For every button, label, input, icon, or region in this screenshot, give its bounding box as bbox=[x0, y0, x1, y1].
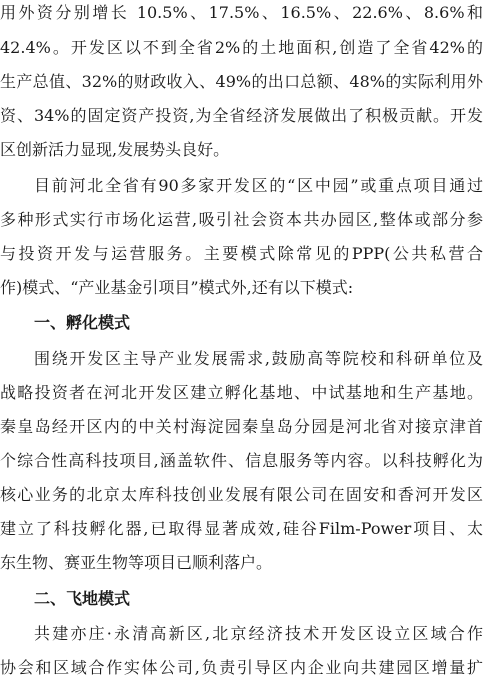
paragraph-2-line-1: 目前河北全省有90多家开发区的“区中园”或重点项目通过 bbox=[34, 176, 483, 195]
paragraph-3-line-4: 个综合性高科技项目,涵盖软件、信息服务等内容。以科技孵化为 bbox=[0, 451, 483, 470]
section-heading-enclave: 二、飞地模式 bbox=[34, 589, 131, 608]
paragraph-3-line-6: 建立了科技孵化器,已取得显著成效,硅谷Film-Power项目、太 bbox=[0, 519, 483, 538]
paragraph-1-line-5: 区创新活力显现,发展势头良好。 bbox=[0, 140, 230, 159]
paragraph-1-line-4: 资、34%的固定资产投资,为全省经济发展做出了积极贡献。开发 bbox=[0, 106, 483, 125]
paragraph-2-line-3: 与投资开发与运营服务。主要模式除常见的PPP(公共私营合 bbox=[0, 244, 483, 263]
paragraph-3-line-5: 核心业务的北京太库科技创业发展有限公司在固安和香河开发区 bbox=[0, 485, 483, 504]
paragraph-1-line-2: 42.4%。开发区以不到全省2%的土地面积,创造了全省42%的 bbox=[0, 38, 483, 57]
paragraph-3-line-1: 围绕开发区主导产业发展需求,鼓励高等院校和科研单位及 bbox=[34, 349, 483, 368]
paragraph-3-line-2: 战略投资者在河北开发区建立孵化基地、中试基地和生产基地。 bbox=[0, 383, 483, 402]
paragraph-3-line-7: 东生物、赛亚生物等项目已顺利落户。 bbox=[0, 553, 273, 572]
paragraph-3-line-3: 秦皇岛经开区内的中关村海淀园秦皇岛分园是河北省对接京津首 bbox=[0, 417, 483, 436]
section-heading-incubation: 一、孵化模式 bbox=[34, 313, 131, 332]
paragraph-4-line-2: 协会和区域合作实体公司,负责引导区内企业向共建园区增量扩 bbox=[0, 658, 483, 677]
paragraph-4-line-1: 共建亦庄·永清高新区,北京经济技术开发区设立区域合作 bbox=[34, 624, 483, 643]
paragraph-2-line-2: 多种形式实行市场化运营,吸引社会资本共办园区,整体或部分参 bbox=[0, 210, 483, 229]
paragraph-2-line-4: 作)模式、“产业基金引项目”模式外,还有以下模式: bbox=[0, 278, 354, 297]
paragraph-1-line-1: 用外资分别增长 10.5%、17.5%、16.5%、22.6%、8.6%和 bbox=[0, 3, 483, 22]
paragraph-1-line-3: 生产总值、32%的财政收入、49%的出口总额、48%的实际利用外 bbox=[0, 72, 483, 91]
